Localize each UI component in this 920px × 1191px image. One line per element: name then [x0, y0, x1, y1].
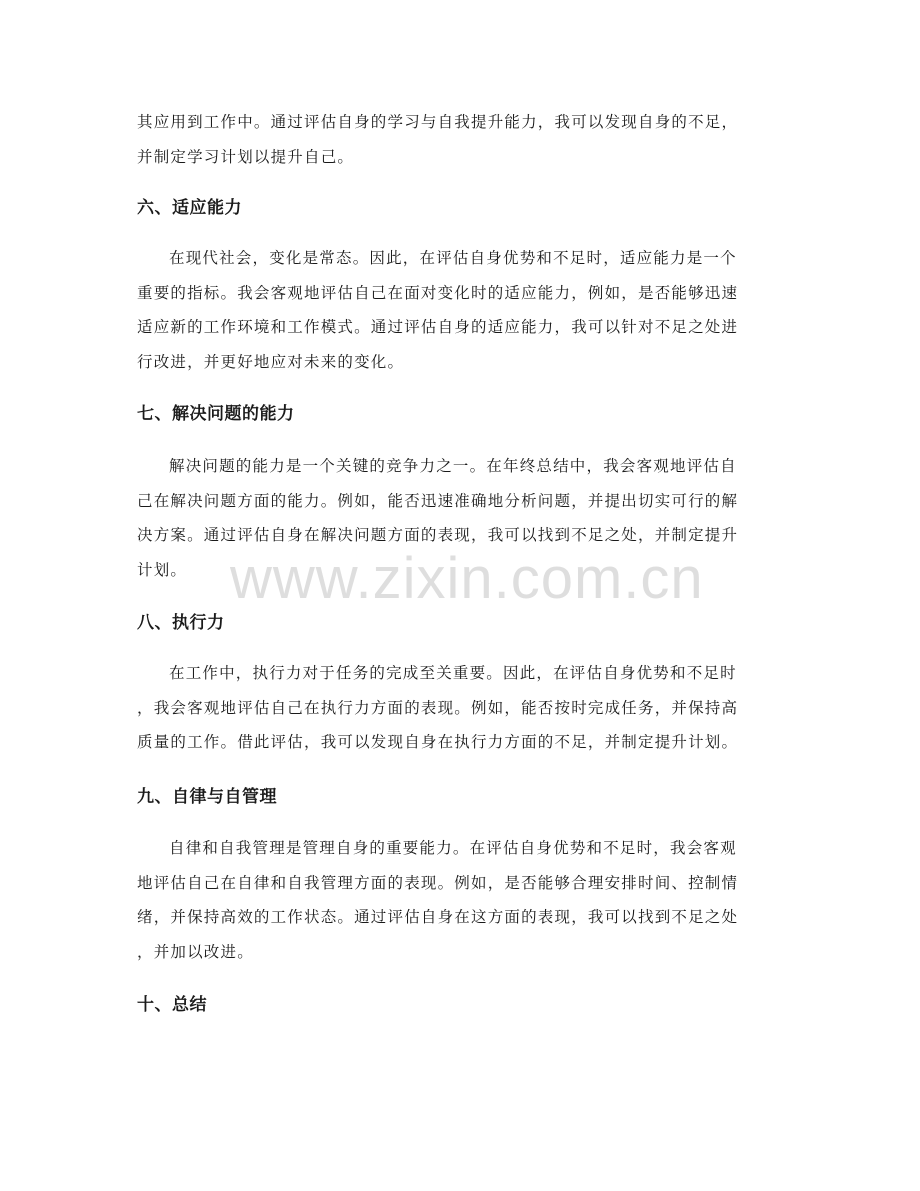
paragraph-line: 计划。: [137, 560, 188, 579]
section-paragraph-7: [137, 449, 787, 587]
paragraph-line: 己在解决问题方面的能力。例如，能否迅速准确地分析问题，并提出切实可行的解: [137, 491, 739, 510]
section-title: 八、执行力: [137, 613, 225, 633]
section-heading-8: [137, 611, 787, 635]
paragraph-line: 地评估自己在自律和自我管理方面的表现。例如，是否能够合理安排时间、控制情: [137, 873, 739, 892]
section-paragraph-9: [137, 831, 787, 969]
section-title: 九、自律与自管理: [137, 787, 277, 807]
section-heading-6: [137, 196, 787, 220]
paragraph-line: 其应用到工作中。通过评估自身的学习与自我提升能力，我可以发现自身的不足，: [137, 113, 739, 131]
paragraph-line: 在现代社会，变化是常态。因此，在评估自身优势和不足时，适应能力是一个: [169, 249, 737, 267]
paragraph-line: 重要的指标。我会客观地评估自己在面对变化时的适应能力，例如，是否能够迅速: [137, 283, 739, 302]
paragraph-line: 自律和自我管理是管理自身的重要能力。在评估自身优势和不足时，我会客观: [169, 839, 737, 857]
section-title: 十、总结: [137, 995, 207, 1015]
section-heading-7: [137, 402, 787, 426]
paragraph-line: 决方案。通过评估自身在解决问题方面的表现，我可以找到不足之处，并制定提升: [137, 526, 739, 544]
section-heading-9: [137, 785, 787, 809]
paragraph-line: 并制定学习计划以提升自己。: [137, 147, 355, 166]
section-title: 六、适应能力: [137, 198, 242, 218]
watermark-text: www.zixin.com.cn: [230, 546, 704, 611]
paragraph-line: 绪，并保持高效的工作状态。通过评估自身在这方面的表现，我可以找到不足之处: [137, 908, 739, 926]
paragraph-line: 解决问题的能力是一个关键的竞争力之一。在年终总结中，我会客观地评估自: [169, 457, 737, 475]
paragraph-line: 在工作中，执行力对于任务的完成至关重要。因此，在评估自身优势和不足时: [169, 664, 737, 682]
paragraph-line: ，我会客观地评估自己在执行力方面的表现。例如，能否按时完成任务，并保持高: [137, 698, 739, 717]
paragraph-line: 适应新的工作环境和工作模式。通过评估自身的适应能力，我可以针对不足之处进: [137, 318, 739, 336]
paragraph-line: 行改进，并更好地应对未来的变化。: [137, 352, 405, 371]
section-paragraph-8: [137, 656, 787, 760]
paragraph-line: 质量的工作。借此评估，我可以发现自身在执行力方面的不足，并制定提升计划。: [137, 733, 739, 751]
section-heading-10: [137, 993, 787, 1017]
paragraph-line: ，并加以改进。: [137, 942, 254, 961]
intro-paragraph: [137, 105, 787, 174]
section-paragraph-6: [137, 241, 787, 379]
section-title: 七、解决问题的能力: [137, 404, 295, 424]
